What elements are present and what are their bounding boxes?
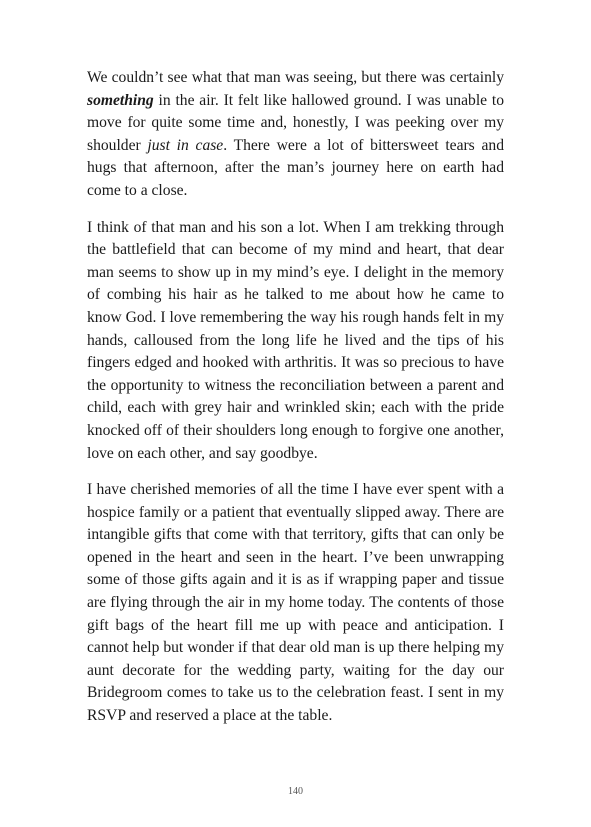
paragraph-3: I have cherished memories of all the time I have ever spent with a hospice family or a patient that eventually slipped away. There are intangible gifts that come with that territory, gifts that can only be opened in the heart and seen in the heart. I’ve been unwrapping some of those gifts again and it is as if wrapping paper and tissue are flying through the air in my home today. The contents of those gift bags of the heart fill me up with peace and anticipation. I cannot help but wonder if that dear old man is up there helping my aunt decorate for the wedding party, waiting for the day our Bridegroom comes to take us to the celebration feast. I sent in my RSVP and reserved a place at the table. [87, 481, 504, 725]
paragraph-1 [87, 67, 504, 203]
paragraph-1-text-c: . There were a lot of bittersweet tears and hugs that afternoon, after the man’s journey here on earth had come to a close. [87, 136, 504, 199]
paragraph-1-text-b: in the air. It felt like hallowed ground. I was unable to move for quite some time and, honestly, I was peeking over my shoulder [87, 91, 504, 154]
emphasis-just-in-case: just in case [147, 136, 224, 154]
emphasis-something: something [87, 91, 154, 109]
paragraph-2: I think of that man and his son a lot. When I am trekking through the battlefield that can become of my mind and heart, that dear man seems to show up in my mind’s eye. I delight in the memory of combing his hair as he talked to me about how he came to know God. I love remembering the way his rough hands felt in my hands, calloused from the long life he lived and the tips of his fingers edged and hooked with arthritis. It was so precious to have the opportunity to witness the reconciliation between a parent and child, each with grey hair and wrinkled skin; each with the pride knocked off of their shoulders long enough to forgive one another, love on each other, and say goodbye. [87, 218, 504, 462]
body-text [87, 67, 504, 742]
paragraph-1-text-a: We couldn’t see what that man was seeing, but there was certainly [87, 69, 504, 86]
page-number: 140 [288, 786, 303, 797]
